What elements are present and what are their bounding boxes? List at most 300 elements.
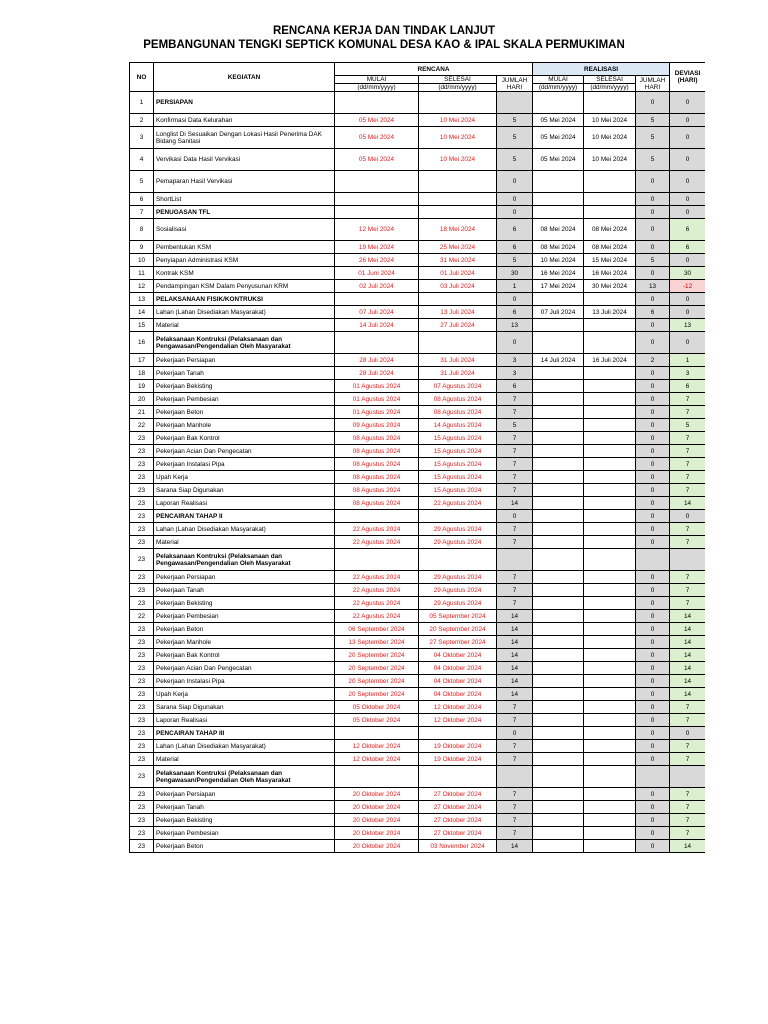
row-deviasi: 7 bbox=[670, 827, 705, 840]
row-rencana-mulai: 20 September 2024 bbox=[335, 649, 419, 662]
row-rencana-selesai bbox=[419, 193, 497, 206]
row-rencana-jumlah-hari: 14 bbox=[497, 623, 533, 636]
row-realisasi-jumlah-hari: 0 bbox=[636, 584, 670, 597]
row-realisasi-selesai bbox=[584, 497, 636, 510]
row-deviasi: 14 bbox=[670, 649, 705, 662]
row-realisasi-mulai bbox=[533, 727, 584, 740]
row-rencana-jumlah-hari: 14 bbox=[497, 675, 533, 688]
row-kegiatan: Pekerjaan Instalasi Pipa bbox=[154, 675, 335, 688]
row-rencana-jumlah-hari: 7 bbox=[497, 471, 533, 484]
row-realisasi-mulai: 07 Juli 2024 bbox=[533, 306, 584, 319]
row-realisasi-selesai bbox=[584, 766, 636, 788]
row-rencana-jumlah-hari: 7 bbox=[497, 393, 533, 406]
row-kegiatan: Kontrak KSM bbox=[154, 267, 335, 280]
row-kegiatan: Pekerjaan Persiapan bbox=[154, 788, 335, 801]
row-realisasi-mulai bbox=[533, 840, 584, 853]
row-kegiatan: Pekerjaan Persiapan bbox=[154, 354, 335, 367]
table-row bbox=[130, 827, 706, 840]
row-realisasi-mulai bbox=[533, 801, 584, 814]
row-realisasi-jumlah-hari: 0 bbox=[636, 332, 670, 354]
row-realisasi-jumlah-hari: 0 bbox=[636, 497, 670, 510]
row-realisasi-mulai bbox=[533, 497, 584, 510]
row-realisasi-selesai bbox=[584, 193, 636, 206]
row-realisasi-mulai bbox=[533, 649, 584, 662]
table-body bbox=[130, 92, 706, 853]
row-rencana-selesai bbox=[419, 332, 497, 354]
row-realisasi-selesai bbox=[584, 801, 636, 814]
row-rencana-selesai: 04 Oktober 2024 bbox=[419, 675, 497, 688]
row-no: 16 bbox=[130, 332, 154, 354]
row-realisasi-selesai bbox=[584, 727, 636, 740]
row-realisasi-jumlah-hari: 0 bbox=[636, 840, 670, 853]
row-kegiatan: PELAKSANAAN FISIK/KONTRUKSI bbox=[154, 293, 335, 306]
row-realisasi-selesai: 16 Mei 2024 bbox=[584, 267, 636, 280]
row-deviasi: 5 bbox=[670, 419, 705, 432]
table-row bbox=[130, 267, 706, 280]
row-rencana-mulai: 05 Oktober 2024 bbox=[335, 701, 419, 714]
table-row bbox=[130, 840, 706, 853]
header-realisasi-mulai: MULAI bbox=[533, 76, 584, 84]
row-rencana-mulai: 08 Agustus 2024 bbox=[335, 484, 419, 497]
row-realisasi-jumlah-hari: 0 bbox=[636, 662, 670, 675]
row-no: 23 bbox=[130, 497, 154, 510]
row-realisasi-jumlah-hari: 5 bbox=[636, 254, 670, 267]
row-rencana-jumlah-hari: 14 bbox=[497, 840, 533, 853]
row-rencana-jumlah-hari: 6 bbox=[497, 219, 533, 241]
table-row bbox=[130, 367, 706, 380]
row-no: 19 bbox=[130, 380, 154, 393]
row-rencana-mulai: 08 Agustus 2024 bbox=[335, 471, 419, 484]
table-row bbox=[130, 458, 706, 471]
row-deviasi: 7 bbox=[670, 740, 705, 753]
row-realisasi-mulai: 16 Mei 2024 bbox=[533, 267, 584, 280]
row-kegiatan: Pelaksanaan Kontruksi (Pelaksanaan dan Pengawasan/Pengendalian Oleh Masyarakat bbox=[154, 766, 335, 788]
row-realisasi-selesai bbox=[584, 471, 636, 484]
row-realisasi-jumlah-hari: 0 bbox=[636, 432, 670, 445]
row-realisasi-mulai bbox=[533, 675, 584, 688]
row-deviasi: 14 bbox=[670, 840, 705, 853]
table-row bbox=[130, 636, 706, 649]
row-realisasi-mulai bbox=[533, 623, 584, 636]
row-realisasi-jumlah-hari: 0 bbox=[636, 367, 670, 380]
row-no: 23 bbox=[130, 740, 154, 753]
row-no: 3 bbox=[130, 127, 154, 149]
row-realisasi-jumlah-hari: 0 bbox=[636, 293, 670, 306]
header-deviasi bbox=[670, 63, 705, 92]
row-rencana-selesai: 29 Agustus 2024 bbox=[419, 536, 497, 549]
row-no: 14 bbox=[130, 306, 154, 319]
row-deviasi: 0 bbox=[670, 114, 705, 127]
row-realisasi-jumlah-hari: 0 bbox=[636, 419, 670, 432]
row-kegiatan: Pekerjaan Bekisting bbox=[154, 380, 335, 393]
row-realisasi-jumlah-hari: 0 bbox=[636, 319, 670, 332]
row-kegiatan: Pekerjaan Bak Kontrol bbox=[154, 432, 335, 445]
table-row bbox=[130, 753, 706, 766]
row-realisasi-mulai: 08 Mei 2024 bbox=[533, 219, 584, 241]
row-realisasi-selesai bbox=[584, 649, 636, 662]
row-rencana-mulai: 20 September 2024 bbox=[335, 688, 419, 701]
row-kegiatan: Pelaksanaan Kontruksi (Pelaksanaan dan Pengawasan/Pengendalian Oleh Masyarakat bbox=[154, 549, 335, 571]
row-kegiatan: Pelaksanaan Kontruksi (Pelaksanaan dan Pengawasan/Pengendalian Oleh Masyarakat bbox=[154, 332, 335, 354]
row-rencana-mulai: 22 Agustus 2024 bbox=[335, 571, 419, 584]
row-no: 15 bbox=[130, 319, 154, 332]
header-rencana-jumlah bbox=[497, 76, 533, 92]
header-realisasi-selesai-format: (dd/mm/yyyy) bbox=[584, 84, 636, 92]
row-realisasi-jumlah-hari: 0 bbox=[636, 92, 670, 114]
row-rencana-mulai: 13 September 2024 bbox=[335, 636, 419, 649]
header-realisasi-hari-label: HARI bbox=[644, 83, 661, 91]
row-kegiatan: Laporan Realisasi bbox=[154, 497, 335, 510]
row-deviasi: 7 bbox=[670, 471, 705, 484]
row-deviasi: 0 bbox=[670, 127, 705, 149]
row-realisasi-jumlah-hari: 0 bbox=[636, 714, 670, 727]
row-rencana-mulai: 22 Agustus 2024 bbox=[335, 610, 419, 623]
row-realisasi-mulai: 05 Mei 2024 bbox=[533, 149, 584, 171]
row-no: 6 bbox=[130, 193, 154, 206]
row-realisasi-selesai bbox=[584, 458, 636, 471]
row-rencana-mulai: 05 Mei 2024 bbox=[335, 114, 419, 127]
row-deviasi: 0 bbox=[670, 293, 705, 306]
row-rencana-mulai: 22 Agustus 2024 bbox=[335, 536, 419, 549]
row-realisasi-mulai bbox=[533, 610, 584, 623]
row-rencana-selesai: 18 Mei 2024 bbox=[419, 219, 497, 241]
row-rencana-jumlah-hari: 7 bbox=[497, 484, 533, 497]
row-realisasi-jumlah-hari: 13 bbox=[636, 280, 670, 293]
row-rencana-selesai: 10 Mei 2024 bbox=[419, 127, 497, 149]
table-row bbox=[130, 584, 706, 597]
row-realisasi-selesai bbox=[584, 367, 636, 380]
row-deviasi: 6 bbox=[670, 380, 705, 393]
row-kegiatan: Penyiapan Administrasi KSM bbox=[154, 254, 335, 267]
schedule-table-wrapper bbox=[129, 62, 705, 955]
row-rencana-selesai: 27 Oktober 2024 bbox=[419, 788, 497, 801]
row-no: 23 bbox=[130, 484, 154, 497]
row-deviasi: 30 bbox=[670, 267, 705, 280]
row-rencana-selesai: 03 November 2024 bbox=[419, 840, 497, 853]
row-realisasi-mulai bbox=[533, 419, 584, 432]
row-deviasi: 0 bbox=[670, 727, 705, 740]
row-rencana-mulai: 05 Mei 2024 bbox=[335, 127, 419, 149]
row-rencana-mulai: 05 Mei 2024 bbox=[335, 149, 419, 171]
row-kegiatan: Pembentukan KSM bbox=[154, 241, 335, 254]
row-rencana-mulai bbox=[335, 549, 419, 571]
row-rencana-mulai: 01 Juni 2024 bbox=[335, 267, 419, 280]
row-realisasi-mulai bbox=[533, 536, 584, 549]
row-realisasi-selesai bbox=[584, 432, 636, 445]
row-deviasi: 7 bbox=[670, 536, 705, 549]
row-rencana-selesai: 19 Oktober 2024 bbox=[419, 740, 497, 753]
row-rencana-jumlah-hari: 7 bbox=[497, 523, 533, 536]
row-realisasi-mulai bbox=[533, 319, 584, 332]
table-row bbox=[130, 332, 706, 354]
row-deviasi: 3 bbox=[670, 367, 705, 380]
row-no: 23 bbox=[130, 623, 154, 636]
row-realisasi-mulai bbox=[533, 458, 584, 471]
row-realisasi-selesai bbox=[584, 92, 636, 114]
table-row bbox=[130, 171, 706, 193]
row-realisasi-mulai bbox=[533, 92, 584, 114]
row-realisasi-jumlah-hari: 0 bbox=[636, 597, 670, 610]
row-rencana-selesai: 19 Oktober 2024 bbox=[419, 753, 497, 766]
row-realisasi-jumlah-hari: 0 bbox=[636, 406, 670, 419]
table-row bbox=[130, 319, 706, 332]
row-rencana-jumlah-hari: 5 bbox=[497, 419, 533, 432]
row-realisasi-mulai bbox=[533, 636, 584, 649]
table-row bbox=[130, 354, 706, 367]
row-realisasi-selesai: 30 Mei 2024 bbox=[584, 280, 636, 293]
row-deviasi: 7 bbox=[670, 445, 705, 458]
row-rencana-jumlah-hari: 5 bbox=[497, 127, 533, 149]
row-rencana-jumlah-hari: 14 bbox=[497, 497, 533, 510]
row-rencana-jumlah-hari: 14 bbox=[497, 636, 533, 649]
row-kegiatan: Longlist Di Sesuaikan Dengan Lokasi Hasil Penerima DAK Bidang Sanitasi bbox=[154, 127, 335, 149]
row-rencana-mulai: 07 Juli 2024 bbox=[335, 306, 419, 319]
row-rencana-mulai: 20 September 2024 bbox=[335, 675, 419, 688]
row-realisasi-mulai bbox=[533, 814, 584, 827]
row-rencana-selesai bbox=[419, 549, 497, 571]
row-rencana-jumlah-hari: 7 bbox=[497, 740, 533, 753]
row-no: 2 bbox=[130, 114, 154, 127]
row-rencana-mulai: 08 Agustus 2024 bbox=[335, 432, 419, 445]
row-rencana-selesai bbox=[419, 727, 497, 740]
row-realisasi-jumlah-hari: 0 bbox=[636, 471, 670, 484]
row-rencana-selesai: 08 Agustus 2024 bbox=[419, 406, 497, 419]
row-rencana-selesai: 07 Agustus 2024 bbox=[419, 380, 497, 393]
row-rencana-jumlah-hari bbox=[497, 766, 533, 788]
row-rencana-jumlah-hari bbox=[497, 92, 533, 114]
row-deviasi: 14 bbox=[670, 610, 705, 623]
row-deviasi: 14 bbox=[670, 675, 705, 688]
row-rencana-selesai: 14 Agustus 2024 bbox=[419, 419, 497, 432]
header-rencana-mulai: MULAI bbox=[335, 76, 419, 84]
row-no: 11 bbox=[130, 267, 154, 280]
row-rencana-selesai: 27 Juli 2024 bbox=[419, 319, 497, 332]
row-realisasi-selesai bbox=[584, 510, 636, 523]
row-rencana-jumlah-hari: 7 bbox=[497, 788, 533, 801]
row-realisasi-jumlah-hari: 0 bbox=[636, 701, 670, 714]
row-no: 23 bbox=[130, 649, 154, 662]
table-row bbox=[130, 241, 706, 254]
row-no: 23 bbox=[130, 701, 154, 714]
row-no: 23 bbox=[130, 753, 154, 766]
row-realisasi-selesai: 15 Mei 2024 bbox=[584, 254, 636, 267]
row-rencana-jumlah-hari: 0 bbox=[497, 332, 533, 354]
row-realisasi-selesai bbox=[584, 406, 636, 419]
table-row bbox=[130, 662, 706, 675]
row-kegiatan: Sarana Siap Digunakan bbox=[154, 701, 335, 714]
row-realisasi-mulai bbox=[533, 571, 584, 584]
row-realisasi-jumlah-hari: 0 bbox=[636, 675, 670, 688]
row-rencana-mulai: 20 Oktober 2024 bbox=[335, 788, 419, 801]
row-rencana-jumlah-hari: 14 bbox=[497, 688, 533, 701]
row-rencana-selesai: 25 Mei 2024 bbox=[419, 241, 497, 254]
row-kegiatan: Upah Kerja bbox=[154, 471, 335, 484]
row-rencana-mulai: 12 Oktober 2024 bbox=[335, 740, 419, 753]
table-row bbox=[130, 127, 706, 149]
row-rencana-mulai: 28 Juli 2024 bbox=[335, 354, 419, 367]
row-rencana-mulai: 26 Mei 2024 bbox=[335, 254, 419, 267]
row-rencana-selesai: 03 Juli 2024 bbox=[419, 280, 497, 293]
row-no: 8 bbox=[130, 219, 154, 241]
row-rencana-selesai bbox=[419, 206, 497, 219]
row-rencana-jumlah-hari: 3 bbox=[497, 354, 533, 367]
row-realisasi-mulai bbox=[533, 523, 584, 536]
row-rencana-jumlah-hari: 1 bbox=[497, 280, 533, 293]
row-no: 23 bbox=[130, 549, 154, 571]
row-realisasi-jumlah-hari: 0 bbox=[636, 484, 670, 497]
table-row bbox=[130, 254, 706, 267]
row-no: 12 bbox=[130, 280, 154, 293]
row-deviasi: 7 bbox=[670, 801, 705, 814]
row-rencana-jumlah-hari: 13 bbox=[497, 319, 533, 332]
row-kegiatan: Pekerjaan Bak Kontrol bbox=[154, 649, 335, 662]
row-kegiatan: PENCAIRAN TAHAP II bbox=[154, 510, 335, 523]
row-rencana-jumlah-hari: 5 bbox=[497, 254, 533, 267]
row-realisasi-selesai bbox=[584, 293, 636, 306]
row-rencana-selesai bbox=[419, 766, 497, 788]
table-row bbox=[130, 701, 706, 714]
row-rencana-mulai bbox=[335, 510, 419, 523]
row-rencana-jumlah-hari: 0 bbox=[497, 171, 533, 193]
row-no: 9 bbox=[130, 241, 154, 254]
table-row bbox=[130, 419, 706, 432]
row-deviasi: 7 bbox=[670, 714, 705, 727]
table-row bbox=[130, 623, 706, 636]
row-realisasi-jumlah-hari: 0 bbox=[636, 219, 670, 241]
row-kegiatan: Pekerjaan Persiapan bbox=[154, 571, 335, 584]
row-rencana-mulai: 22 Agustus 2024 bbox=[335, 523, 419, 536]
row-no: 18 bbox=[130, 367, 154, 380]
row-realisasi-selesai: 16 Juli 2024 bbox=[584, 354, 636, 367]
row-rencana-jumlah-hari: 5 bbox=[497, 114, 533, 127]
row-rencana-mulai: 06 September 2024 bbox=[335, 623, 419, 636]
row-rencana-mulai: 22 Agustus 2024 bbox=[335, 597, 419, 610]
row-realisasi-jumlah-hari: 2 bbox=[636, 354, 670, 367]
row-realisasi-jumlah-hari: 0 bbox=[636, 827, 670, 840]
row-realisasi-selesai bbox=[584, 393, 636, 406]
table-row bbox=[130, 306, 706, 319]
row-realisasi-selesai bbox=[584, 827, 636, 840]
row-rencana-jumlah-hari: 14 bbox=[497, 649, 533, 662]
row-rencana-selesai: 04 Oktober 2024 bbox=[419, 688, 497, 701]
row-rencana-jumlah-hari: 7 bbox=[497, 584, 533, 597]
row-rencana-jumlah-hari: 14 bbox=[497, 662, 533, 675]
row-rencana-selesai: 31 Mei 2024 bbox=[419, 254, 497, 267]
row-rencana-selesai: 27 Oktober 2024 bbox=[419, 827, 497, 840]
row-realisasi-selesai bbox=[584, 688, 636, 701]
row-kegiatan: Lahan (Lahan Disediakan Masyarakat) bbox=[154, 740, 335, 753]
row-realisasi-jumlah-hari: 0 bbox=[636, 241, 670, 254]
row-realisasi-jumlah-hari: 0 bbox=[636, 753, 670, 766]
row-rencana-selesai: 29 Agustus 2024 bbox=[419, 597, 497, 610]
table-row bbox=[130, 714, 706, 727]
table-row bbox=[130, 766, 706, 788]
row-realisasi-jumlah-hari: 5 bbox=[636, 127, 670, 149]
row-realisasi-mulai bbox=[533, 701, 584, 714]
row-kegiatan: Pekerjaan Acian Dan Pengecatan bbox=[154, 662, 335, 675]
row-rencana-jumlah-hari: 7 bbox=[497, 701, 533, 714]
row-rencana-selesai: 04 Oktober 2024 bbox=[419, 662, 497, 675]
row-rencana-jumlah-hari: 7 bbox=[497, 814, 533, 827]
row-realisasi-jumlah-hari: 5 bbox=[636, 149, 670, 171]
row-realisasi-mulai bbox=[533, 549, 584, 571]
row-rencana-selesai: 29 Agustus 2024 bbox=[419, 523, 497, 536]
row-rencana-selesai: 05 September 2024 bbox=[419, 610, 497, 623]
row-rencana-mulai bbox=[335, 293, 419, 306]
row-rencana-mulai: 01 Agustus 2024 bbox=[335, 406, 419, 419]
header-realisasi-selesai: SELESAI bbox=[584, 76, 636, 84]
row-kegiatan: ShortList bbox=[154, 193, 335, 206]
row-rencana-mulai: 20 Oktober 2024 bbox=[335, 827, 419, 840]
row-rencana-selesai: 01 Juli 2024 bbox=[419, 267, 497, 280]
row-rencana-selesai: 15 Agustus 2024 bbox=[419, 471, 497, 484]
row-realisasi-selesai bbox=[584, 523, 636, 536]
header-rencana-mulai-format: (dd/mm/yyyy) bbox=[335, 84, 419, 92]
table-row bbox=[130, 219, 706, 241]
table-row bbox=[130, 814, 706, 827]
row-rencana-selesai: 22 Agustus 2024 bbox=[419, 497, 497, 510]
row-deviasi: 0 bbox=[670, 332, 705, 354]
row-realisasi-mulai: 05 Mei 2024 bbox=[533, 127, 584, 149]
table-row bbox=[130, 740, 706, 753]
row-deviasi bbox=[670, 549, 705, 571]
table-row bbox=[130, 497, 706, 510]
row-realisasi-mulai bbox=[533, 584, 584, 597]
row-kegiatan: Material bbox=[154, 319, 335, 332]
row-rencana-mulai: 12 Oktober 2024 bbox=[335, 753, 419, 766]
row-kegiatan: PENCAIRAN TAHAP III bbox=[154, 727, 335, 740]
row-realisasi-jumlah-hari bbox=[636, 766, 670, 788]
row-realisasi-jumlah-hari: 0 bbox=[636, 788, 670, 801]
row-kegiatan: Lahan (Lahan Disediakan Masyarakat) bbox=[154, 523, 335, 536]
row-deviasi: 6 bbox=[670, 219, 705, 241]
row-kegiatan: Pekerjaan Acian Dan Pengecatan bbox=[154, 445, 335, 458]
row-rencana-mulai: 20 Oktober 2024 bbox=[335, 814, 419, 827]
row-kegiatan: Upah Kerja bbox=[154, 688, 335, 701]
header-rencana-selesai: SELESAI bbox=[419, 76, 497, 84]
row-no: 23 bbox=[130, 510, 154, 523]
row-realisasi-selesai bbox=[584, 584, 636, 597]
row-no: 23 bbox=[130, 714, 154, 727]
row-realisasi-jumlah-hari: 0 bbox=[636, 636, 670, 649]
row-rencana-jumlah-hari: 7 bbox=[497, 458, 533, 471]
row-kegiatan: Pekerjaan Instalasi Pipa bbox=[154, 458, 335, 471]
row-realisasi-jumlah-hari: 5 bbox=[636, 114, 670, 127]
row-realisasi-jumlah-hari: 0 bbox=[636, 206, 670, 219]
row-deviasi: 7 bbox=[670, 458, 705, 471]
header-no: NO bbox=[130, 63, 154, 92]
row-realisasi-selesai bbox=[584, 753, 636, 766]
row-rencana-mulai: 08 Agustus 2024 bbox=[335, 458, 419, 471]
row-kegiatan: Sosialisasi bbox=[154, 219, 335, 241]
row-realisasi-mulai bbox=[533, 740, 584, 753]
row-no: 22 bbox=[130, 610, 154, 623]
row-no: 23 bbox=[130, 801, 154, 814]
row-rencana-mulai: 20 September 2024 bbox=[335, 662, 419, 675]
row-deviasi: 0 bbox=[670, 206, 705, 219]
row-deviasi: 6 bbox=[670, 241, 705, 254]
row-rencana-selesai: 29 Agustus 2024 bbox=[419, 584, 497, 597]
row-realisasi-mulai bbox=[533, 662, 584, 675]
row-realisasi-mulai: 17 Mei 2024 bbox=[533, 280, 584, 293]
row-realisasi-jumlah-hari: 6 bbox=[636, 306, 670, 319]
row-realisasi-mulai bbox=[533, 714, 584, 727]
row-rencana-selesai: 27 Oktober 2024 bbox=[419, 801, 497, 814]
row-kegiatan: Pekerjaan Pembesian bbox=[154, 610, 335, 623]
row-realisasi-mulai bbox=[533, 393, 584, 406]
row-rencana-selesai: 15 Agustus 2024 bbox=[419, 432, 497, 445]
row-realisasi-selesai bbox=[584, 171, 636, 193]
